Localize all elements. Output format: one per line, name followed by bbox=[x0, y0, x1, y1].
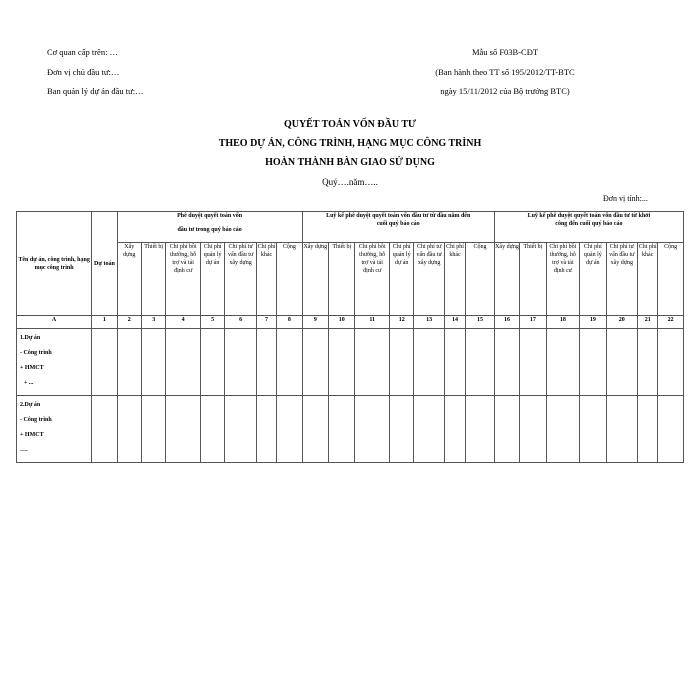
table-cell[interactable] bbox=[546, 329, 580, 396]
table-cell[interactable] bbox=[580, 329, 606, 396]
table-cell[interactable] bbox=[580, 396, 606, 463]
work-label: - Công trình bbox=[20, 417, 52, 423]
column-number: 2 bbox=[117, 316, 141, 329]
table-cell[interactable] bbox=[329, 329, 355, 396]
table-cell[interactable] bbox=[494, 329, 519, 396]
table-cell[interactable] bbox=[390, 396, 414, 463]
column-number: 22 bbox=[658, 316, 684, 329]
more-label: …. bbox=[20, 447, 28, 453]
table-cell[interactable] bbox=[466, 329, 495, 396]
column-number: 4 bbox=[166, 316, 201, 329]
group-ytd-line2: cuối quý báo cáo bbox=[376, 221, 420, 227]
subcol-compensation: Chi phí bồi thường, hỗ trợ và tái định cư bbox=[355, 243, 390, 316]
settlement-table bbox=[16, 211, 684, 463]
table-cell[interactable] bbox=[142, 396, 166, 463]
column-number: 11 bbox=[355, 316, 390, 329]
subcol-management: Chi phí quản lý dự án bbox=[390, 243, 414, 316]
group-ytd-line1: Luỹ kế phê duyệt quyết toán vốn đầu tư từ đầu năm đến bbox=[326, 213, 471, 219]
column-number: 9 bbox=[302, 316, 328, 329]
table-cell[interactable] bbox=[256, 329, 276, 396]
column-number: 18 bbox=[546, 316, 580, 329]
table-cell[interactable] bbox=[638, 329, 658, 396]
subcol-other: Chi phí khác bbox=[444, 243, 465, 316]
investor-line: Đơn vị chủ đầu tư:… bbox=[47, 66, 120, 77]
table-cell[interactable] bbox=[302, 396, 328, 463]
subcol-total: Cộng bbox=[277, 243, 302, 316]
table-cell[interactable] bbox=[414, 329, 444, 396]
subcol-consulting: Chi phí tư vấn đầu tư xây dựng bbox=[225, 243, 257, 316]
table-cell[interactable] bbox=[520, 329, 546, 396]
table-cell[interactable] bbox=[494, 396, 519, 463]
subcol-construction: Xây dựng bbox=[302, 243, 328, 316]
project-label: 1.Dự án bbox=[20, 335, 41, 341]
table-row bbox=[17, 396, 684, 463]
table-row bbox=[17, 329, 684, 396]
project-name-header: Tên dự án, công trình, hạng mục công trình bbox=[17, 212, 92, 316]
subcol-total: Cộng bbox=[658, 243, 684, 316]
column-number: 3 bbox=[142, 316, 166, 329]
document-title: QUYẾT TOÁN VỐN ĐẦU TƯ bbox=[283, 119, 417, 130]
table-header-row bbox=[17, 212, 684, 243]
group-cumulative-line1: Luỹ kế phê duyệt quyết toán vốn đầu tư từ khởi bbox=[527, 213, 651, 219]
subcol-construction: Xây dựng bbox=[494, 243, 519, 316]
table-cell[interactable] bbox=[256, 396, 276, 463]
circular-date: ngày 15/11/2012 của Bộ trưởng BTC) bbox=[440, 86, 570, 96]
column-number: 17 bbox=[520, 316, 546, 329]
group-quarter-line1: Phê duyệt quyết toán vốn bbox=[177, 213, 243, 219]
table-cell[interactable] bbox=[606, 329, 638, 396]
more-label: + ... bbox=[24, 380, 34, 386]
project-row-label bbox=[17, 329, 92, 396]
table-cell[interactable] bbox=[166, 329, 201, 396]
table-cell[interactable] bbox=[444, 329, 465, 396]
unit-of-measure: Đơn vị tính:... bbox=[603, 194, 648, 203]
table-cell[interactable] bbox=[658, 396, 684, 463]
subcol-management: Chi phí quản lý dự án bbox=[580, 243, 606, 316]
table-cell[interactable] bbox=[414, 396, 444, 463]
project-label: 2.Dự án bbox=[20, 402, 41, 408]
subcol-management: Chi phí quản lý dự án bbox=[200, 243, 224, 316]
table-cell[interactable] bbox=[225, 329, 257, 396]
table-cell[interactable] bbox=[329, 396, 355, 463]
item-label: + HMCT bbox=[20, 365, 44, 371]
subcol-compensation: Chi phí bồi thường, hỗ trợ và tái định cư bbox=[166, 243, 201, 316]
column-number: 14 bbox=[444, 316, 465, 329]
subcol-equipment: Thiết bị bbox=[520, 243, 546, 316]
subcol-construction: Xây dựng bbox=[117, 243, 141, 316]
column-number: 19 bbox=[580, 316, 606, 329]
column-number: 12 bbox=[390, 316, 414, 329]
column-number: A bbox=[17, 316, 92, 329]
subcol-other: Chi phí khác bbox=[638, 243, 658, 316]
subcol-consulting: Chi phí tư vấn đầu tư xây dựng bbox=[414, 243, 444, 316]
document-subtitle-2: HOÀN THÀNH BÀN GIAO SỬ DỤNG bbox=[265, 157, 435, 168]
table-cell[interactable] bbox=[302, 329, 328, 396]
group-quarter-header bbox=[117, 212, 302, 243]
item-label: + HMCT bbox=[20, 432, 44, 438]
group-cumulative-line2: công đến cuối quý báo cáo bbox=[555, 221, 623, 227]
table-cell[interactable] bbox=[92, 396, 117, 463]
column-number: 15 bbox=[466, 316, 495, 329]
group-cumulative-header bbox=[494, 212, 683, 243]
issuer-info bbox=[47, 43, 144, 102]
estimate-header: Dự toán bbox=[92, 212, 117, 316]
subcol-compensation: Chi phí bồi thường, hỗ trợ và tái định cư bbox=[546, 243, 580, 316]
table-cell[interactable] bbox=[658, 329, 684, 396]
column-number: 1 bbox=[92, 316, 117, 329]
form-code: Mẫu số F03B-CĐT bbox=[471, 47, 539, 57]
table-cell[interactable] bbox=[117, 396, 141, 463]
column-number: 13 bbox=[414, 316, 444, 329]
work-label: - Công trình bbox=[20, 350, 52, 356]
document-subtitle: THEO DỰ ÁN, CÔNG TRÌNH, HẠNG MỤC CÔNG TRÌNH bbox=[218, 138, 482, 149]
table-cell[interactable] bbox=[355, 329, 390, 396]
table-cell[interactable] bbox=[277, 396, 302, 463]
subcol-consulting: Chi phí tư vấn đầu tư xây dựng bbox=[606, 243, 638, 316]
project-board-line: Ban quản lý dự án đầu tư:… bbox=[47, 86, 144, 96]
table-cell[interactable] bbox=[355, 396, 390, 463]
table-cell[interactable] bbox=[606, 396, 638, 463]
subcol-equipment: Thiết bị bbox=[142, 243, 166, 316]
table-cell[interactable] bbox=[166, 396, 201, 463]
table-cell[interactable] bbox=[444, 396, 465, 463]
table-subheader-row bbox=[17, 243, 684, 316]
table-cell[interactable] bbox=[638, 396, 658, 463]
table-cell[interactable] bbox=[546, 396, 580, 463]
circular-reference: (Ban hành theo TT số 195/2012/TT-BTC bbox=[435, 66, 575, 77]
subcol-total: Cộng bbox=[466, 243, 495, 316]
subcol-equipment: Thiết bị bbox=[329, 243, 355, 316]
table-cell[interactable] bbox=[520, 396, 546, 463]
form-code-info bbox=[410, 43, 600, 102]
column-number: 8 bbox=[277, 316, 302, 329]
table-cell[interactable] bbox=[277, 329, 302, 396]
table-cell[interactable] bbox=[117, 329, 141, 396]
column-number: 7 bbox=[256, 316, 276, 329]
table-cell[interactable] bbox=[142, 329, 166, 396]
group-ytd-header bbox=[302, 212, 494, 243]
column-number-row bbox=[17, 316, 684, 329]
column-number: 10 bbox=[329, 316, 355, 329]
table-cell[interactable] bbox=[92, 329, 117, 396]
column-number: 16 bbox=[494, 316, 519, 329]
column-number: 20 bbox=[606, 316, 638, 329]
group-quarter-line2: đầu tư trong quý báo cáo bbox=[177, 227, 242, 233]
table-cell[interactable] bbox=[225, 396, 257, 463]
table-cell[interactable] bbox=[390, 329, 414, 396]
table-cell[interactable] bbox=[200, 329, 224, 396]
table-cell[interactable] bbox=[200, 396, 224, 463]
column-number: 6 bbox=[225, 316, 257, 329]
table-cell[interactable] bbox=[466, 396, 495, 463]
column-number: 21 bbox=[638, 316, 658, 329]
subcol-other: Chi phí khác bbox=[256, 243, 276, 316]
project-row-label bbox=[17, 396, 92, 463]
superior-agency-line: Cơ quan cấp trên: … bbox=[47, 47, 119, 57]
report-period: Quý….năm….. bbox=[322, 177, 378, 187]
column-number: 5 bbox=[200, 316, 224, 329]
